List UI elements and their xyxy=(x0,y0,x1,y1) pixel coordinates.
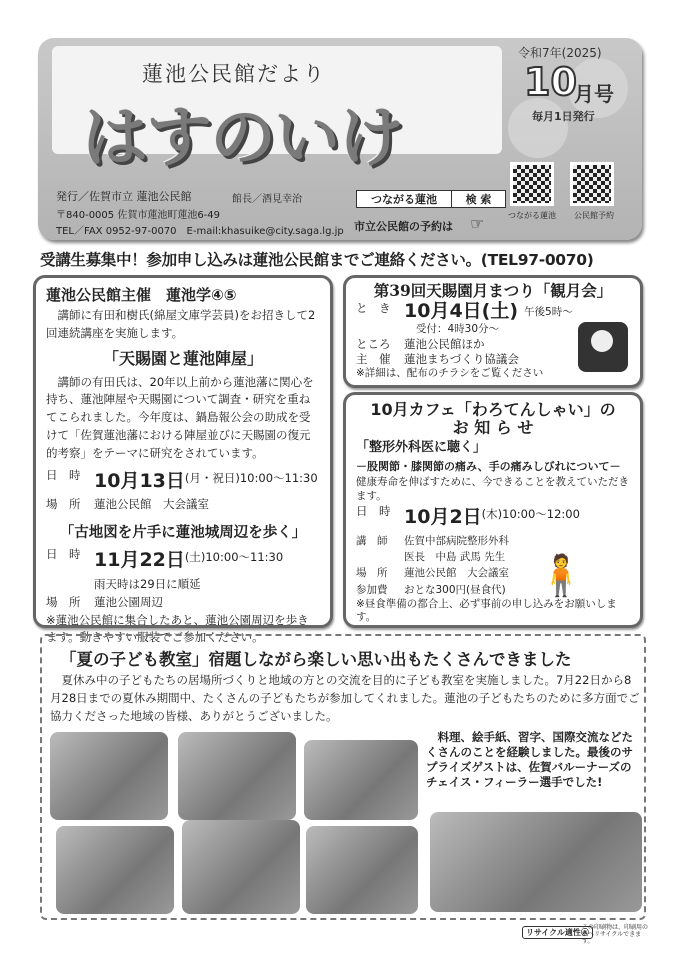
photo-crafts xyxy=(182,820,300,914)
cafe-lecturer-name: 医長 中島 武馬 先生 xyxy=(404,551,506,564)
label: と き xyxy=(356,301,391,316)
part1-title: 「天賜園と蓮池陣屋」 xyxy=(102,348,263,368)
contact: TEL／FAX 0952-97-0070 E-mail:khasuike@city.saga.lg.jp xyxy=(56,226,344,237)
cafe-note: ※昼食準備の都合上、必ず事前の申し込みをお願いします。 xyxy=(356,597,617,624)
issue-frequency: 毎月1日発行 xyxy=(532,110,595,123)
summer-body-2: 料理、絵手紙、習字、国際交流などたくさんのことを経験しました。最後のサプライズゲストは、佐賀バルーナーズのチェイス・フィーラー選手でした! xyxy=(426,730,633,789)
label: 日 時 xyxy=(46,467,81,482)
publisher: 発行／佐賀市立 蓮池公民館 xyxy=(56,190,192,203)
moon-reception: 受付：4時30分～ xyxy=(416,322,500,335)
part2-place: 蓮池公園周辺 xyxy=(94,594,163,609)
era-year: 令和7年(2025) xyxy=(518,46,602,60)
search-term[interactable]: つながる蓮池 xyxy=(357,191,452,207)
title-panel xyxy=(52,46,502,176)
part2-date: 11月22日 xyxy=(94,549,185,572)
photo-calligraphy xyxy=(304,740,418,820)
label: 場 所 xyxy=(46,497,81,512)
moon-festival-box xyxy=(343,275,643,388)
moon-note: ※詳細は、配布のチラシをご覧ください xyxy=(356,366,544,379)
part2-time: (土)10:00～11:30 xyxy=(184,550,284,565)
cafe-title: 10月カフェ「わろてんしゃい」の xyxy=(370,400,616,419)
people-pain-illustration-icon: 🧍 xyxy=(536,553,586,599)
label: 日 時 xyxy=(356,504,391,519)
photo-letters xyxy=(56,826,174,914)
reservation-text: 市立公民館の予約は xyxy=(354,220,453,233)
recruitment-notice: 受講生募集中！参加申し込みは蓮池公民館までご連絡ください。(TEL97-0070) xyxy=(40,251,594,269)
cafe-date: 10月2日 xyxy=(404,506,482,529)
lecture-intro: 講師に有田和樹氏(綿屋文庫学芸員)をお招きして2回連続講座を実施します。 xyxy=(46,308,316,341)
moon-date: 10月4日(土) xyxy=(404,300,519,323)
moon-place: 蓮池公民館ほか xyxy=(404,336,485,351)
photo-food xyxy=(306,826,418,914)
label: ところ xyxy=(356,336,391,351)
part1-time: (月・祝日)10:00～11:30 xyxy=(184,470,318,485)
part1-date: 10月13日 xyxy=(94,469,185,492)
cafe-place: 蓮池公民館 大会議室 xyxy=(404,567,509,580)
cafe-fee: おとな300円(昼食代) xyxy=(404,583,506,596)
part2-note: ※蓮池公民館に集合したあと、蓮池公園周辺を歩きます。動きやすい服装でご参加ください。 xyxy=(46,612,309,645)
search-button[interactable]: 検 索 xyxy=(465,193,492,206)
issue-number: 10 xyxy=(524,60,577,104)
address: 〒840-0005 佐賀市蓮池町蓮池6-49 xyxy=(56,210,221,221)
label: 主 催 xyxy=(356,351,391,366)
pointing-hand-icon: ☞ xyxy=(470,214,485,233)
recycle-mark: リサイクル適性Ⓐ xyxy=(522,926,593,939)
cafe-subtopic: －股関節・膝関節の痛み、手の痛みしびれについて－ xyxy=(356,459,621,473)
lecture-title: 蓮池公民館主催 蓮池学④⑤ xyxy=(46,286,237,304)
qr-code-reservation[interactable] xyxy=(570,162,614,206)
label: 講 師 xyxy=(356,534,388,547)
part2-rain: 雨天時は29日に順延 xyxy=(94,576,201,591)
part1-body: 講師の有田氏は、20年以上前から蓮池藩に関心を持ち、蓮池陣屋や天賜園について調査・研究を重ねてこられました。今年度は、鍋島報公会の助成を受けて「佐賀蓮池藩における陣屋並びに天賜園の復元的考察」をテーマに研究をされています。 xyxy=(46,374,314,460)
moon-host: 蓮池まちづくり協議会 xyxy=(404,351,519,366)
issue-suffix: 月号 xyxy=(574,82,614,106)
label: 場 所 xyxy=(356,567,388,580)
newsletter-subtitle: 蓮池公民館だより xyxy=(142,62,326,86)
label: 場 所 xyxy=(46,594,81,609)
moon-title: 第39回天賜園月まつり「観月会」 xyxy=(373,281,613,300)
photo-cooking xyxy=(50,732,168,820)
newsletter-title: はすのいけ xyxy=(82,99,402,176)
director: 館長／酒見幸治 xyxy=(232,194,302,205)
cafe-title-2: お 知 ら せ xyxy=(452,418,534,438)
summer-body: 夏休み中の子どもたちの居場所づくりと地域の方との交流を目的に子ども教室を実施しました。7月22日から8月28日までの夏休み期間中、たくさんの子どもたちが参加してくれました。蓮池の子どもたちのために多方面でご協力くださった地域の皆様、ありがとうございました。 xyxy=(50,673,640,723)
qr-code-tsunagaru[interactable] xyxy=(510,162,554,206)
label: 日 時 xyxy=(46,547,81,562)
cafe-topic: 「整形外科医に聴く」 xyxy=(356,439,487,455)
cafe-body: 健康寿命を伸ばすために、今できることを教えていただきます。 xyxy=(356,475,629,503)
moon-time: 午後5時～ xyxy=(524,306,573,319)
recycle-note: この印刷物は、印刷用の紙へリサイクルできます。 xyxy=(582,924,649,946)
summer-title: 「夏の子ども教室」宿題しながら楽しい思い出もたくさんできました xyxy=(60,650,572,669)
cafe-box xyxy=(343,392,643,628)
cafe-lecturer: 佐賀中部病院整形外科 xyxy=(404,534,509,547)
qr-label: 公民館予約 xyxy=(574,211,614,220)
part2-title: 「古地図を片手に蓮池城周辺を歩く」 xyxy=(59,523,307,541)
part1-place: 蓮池公民館 大会議室 xyxy=(94,497,209,512)
heart-decoration-icon xyxy=(508,98,568,158)
summer-class-section xyxy=(40,634,646,920)
photo-group-with-guest xyxy=(430,812,642,912)
search-box[interactable] xyxy=(356,190,506,208)
qr-label: つながる蓮池 xyxy=(508,211,556,220)
masthead xyxy=(38,38,642,240)
moon-illustration-icon xyxy=(578,322,628,372)
label: 参加費 xyxy=(356,583,388,596)
cafe-time: (木)10:00～12:00 xyxy=(481,507,580,522)
lecture-box xyxy=(33,275,333,645)
photo-study xyxy=(178,732,296,820)
